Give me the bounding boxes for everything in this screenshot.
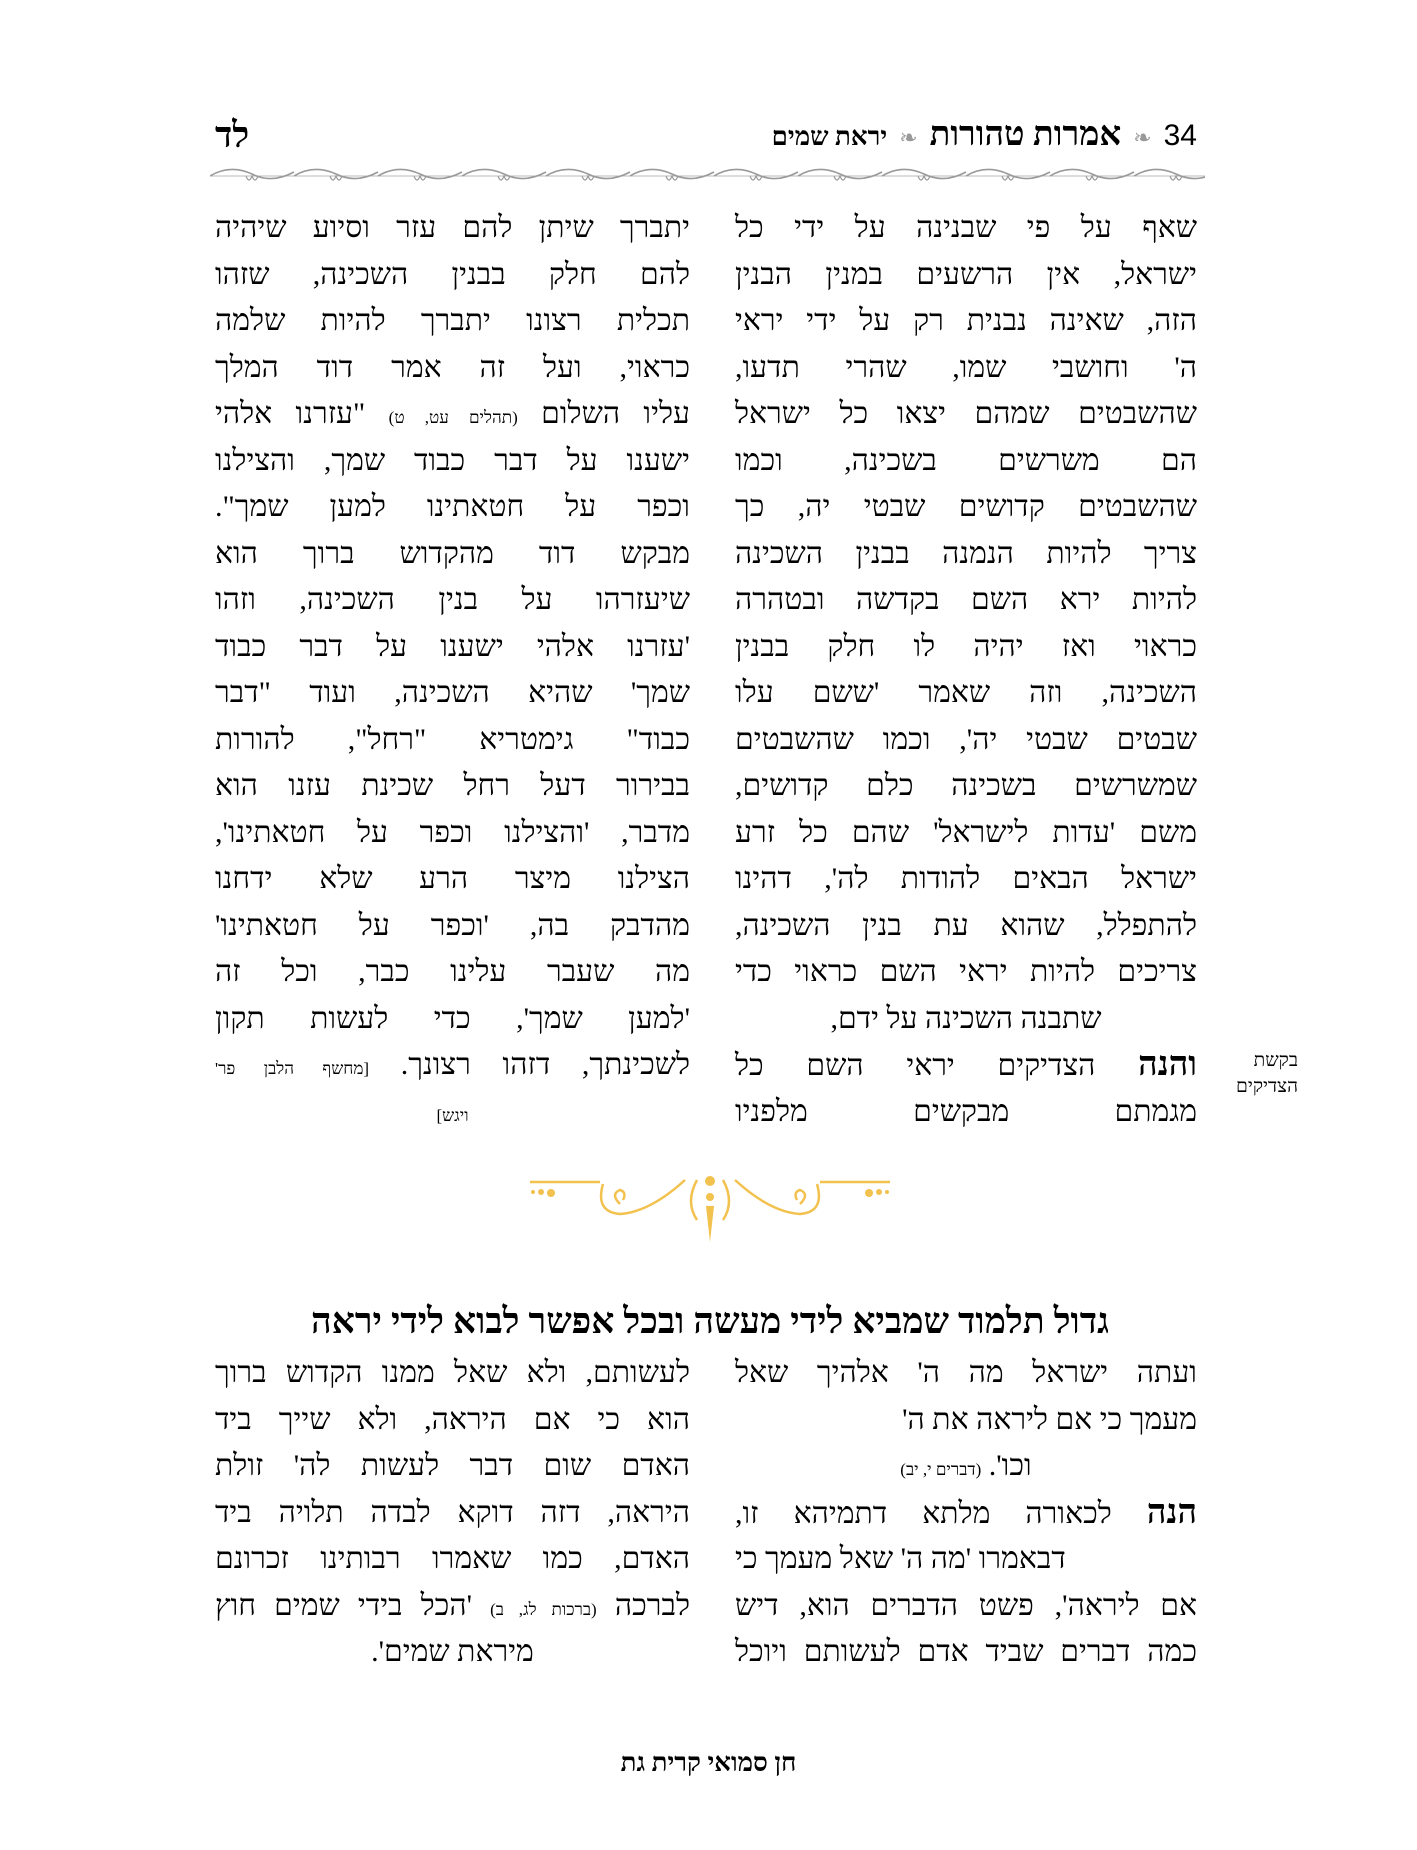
- text-segment: לעשותם, ולא שאל ממנו הקדוש ברוך: [215, 1356, 690, 1389]
- text-line: [215, 1536, 690, 1583]
- text-line: [735, 252, 1197, 299]
- text-segment: צריכים להיות יראי השם כראוי כדי: [735, 955, 1197, 988]
- text-line: [215, 949, 690, 996]
- text-segment: אם ליראה', פשט הדברים הוא, דיש: [735, 1588, 1197, 1622]
- text-segment: כראוי ואז יהיה לו חלק בבנין: [735, 629, 1197, 663]
- source-reference: (דברים י, יב): [900, 1460, 982, 1479]
- text-line: [215, 1490, 690, 1537]
- text-line: [735, 1089, 1197, 1136]
- text-segment: מיראת שמים'.: [371, 1635, 534, 1668]
- lead-word: והנה: [1138, 1046, 1197, 1083]
- section-title: גדול תלמוד שמביא לידי מעשה ובכל אפשר לבוא לידי יראה: [311, 1301, 1109, 1341]
- text-segment: ישראל הבאים להודות לה', דהינו: [735, 862, 1197, 895]
- text-segment: הצדיקים יראי השם כל: [735, 1049, 1139, 1082]
- text-line: [735, 903, 1197, 950]
- text-line: [735, 717, 1197, 764]
- text-segment: ישענו על דבר כבוד שמך, והצילנו: [215, 443, 690, 477]
- page-number: 34: [1163, 119, 1197, 152]
- text-line: [215, 717, 690, 764]
- text-line: [735, 484, 1197, 531]
- gold-ornament-divider: [525, 1172, 895, 1244]
- text-line: [735, 856, 1197, 903]
- source-reference: ויגש]: [436, 1105, 469, 1125]
- text-line: [215, 624, 690, 671]
- text-line: [735, 577, 1197, 624]
- text-segment: שמשרשים בשכינה כלם קדושים,: [735, 769, 1197, 802]
- top-left-column: [215, 205, 690, 1135]
- text-segment: לכאורה מלתא דתמיהא זו,: [735, 1496, 1147, 1530]
- source-reference: (ברכות לג, ב): [490, 1599, 597, 1619]
- text-line: [735, 298, 1197, 345]
- margin-note-line: הצדיקים: [1235, 1076, 1298, 1097]
- text-segment: הוא כי אם היראה, ולא שייך ביד: [215, 1402, 690, 1436]
- text-segment: 'הכל בידי שמים חוץ: [215, 1588, 491, 1622]
- text-line: [735, 205, 1197, 252]
- text-segment: שיעזרהו על בנין השכינה, וזהו: [215, 583, 690, 616]
- text-segment: 'עזרנו אלהי ישענו על דבר כבוד: [215, 629, 690, 663]
- text-line: [215, 298, 690, 345]
- text-line: [215, 810, 690, 857]
- fleuron-icon: ❧: [899, 125, 918, 150]
- text-segment: שבטים שבטי יה', וכמו שהשבטים: [735, 722, 1197, 756]
- chapter-title: יראת שמים: [771, 122, 888, 151]
- text-segment: מדבר, 'והצילנו וכפר על חטאתינו',: [215, 815, 690, 849]
- text-segment: וכו'.: [981, 1449, 1032, 1482]
- text-segment: מהדבק בה, 'וכפר על חטאתינו': [215, 908, 690, 942]
- text-line: [735, 345, 1197, 392]
- text-segment: שהשבטים שמהם יצאו כל ישראל: [735, 397, 1197, 430]
- text-segment: להיות ירא השם בקדשה ובטהרה: [735, 583, 1197, 616]
- text-segment: יתברך שיתן להם עזר וסיוע שיהיה: [215, 211, 690, 244]
- text-segment: מה שעבר עלינו כבר, וכל זה: [215, 955, 690, 988]
- fleuron-icon: ❧: [1133, 125, 1152, 150]
- text-segment: שאף על פי שבנינה על ידי כל: [735, 211, 1197, 244]
- margin-note-line: בקשת: [1253, 1050, 1298, 1071]
- top-right-column: [735, 205, 1197, 1135]
- text-line: [215, 856, 690, 903]
- text-segment: משם 'עדות לישראל' שהם כל זרע: [735, 815, 1197, 849]
- text-segment: מבקש דוד מהקדוש ברוך הוא: [215, 536, 690, 570]
- text-line: [215, 1042, 690, 1089]
- text-segment: השכינה, וזה שאמר 'ששם עלו: [735, 676, 1197, 709]
- text-segment: הצילנו מיצר הרע שלא ידחנו: [215, 862, 690, 895]
- text-line: [215, 1583, 690, 1630]
- text-segment: ועתה ישראל מה ה' אלהיך שאל: [735, 1356, 1197, 1389]
- text-segment: מגמתם מבקשים מלפניו: [735, 1094, 1197, 1128]
- text-line: [215, 484, 690, 531]
- text-line: [215, 1629, 690, 1676]
- text-line: [735, 810, 1197, 857]
- text-segment: שהשבטים קדושים שבטי יה, כך: [735, 490, 1197, 523]
- text-line: [215, 205, 690, 252]
- bottom-left-column: [215, 1350, 690, 1676]
- header-ornament-divider: [210, 162, 1205, 186]
- footer-credit: חן סמואי קרית גת: [620, 1748, 797, 1777]
- text-line: [215, 345, 690, 392]
- text-segment: הזה, שאינה נבנית רק על ידי יראי: [735, 304, 1197, 337]
- text-line: [735, 1350, 1197, 1397]
- text-line: [215, 1089, 690, 1136]
- text-line: [735, 1042, 1197, 1089]
- text-segment: וכפר על חטאתינו למען שמך".: [215, 490, 690, 523]
- text-line: [215, 391, 690, 438]
- text-line: [735, 624, 1197, 671]
- text-segment: מעמך כי אם ליראה את ה': [902, 1402, 1197, 1436]
- lead-word: הנה: [1146, 1493, 1197, 1531]
- text-line: [215, 670, 690, 717]
- text-line: [735, 949, 1197, 996]
- text-segment: כבוד" גימטריא "רחל", להורות: [215, 722, 690, 756]
- text-segment: האדם, כמו שאמרו רבותינו זכרונם: [215, 1542, 690, 1575]
- text-segment: להם חלק בבנין השכינה, שזהו: [215, 257, 690, 291]
- text-segment: "עזרנו אלהי: [215, 397, 389, 430]
- text-segment: כראוי, ועל זה אמר דוד המלך: [215, 350, 690, 384]
- source-reference: (תהלים עט, ט): [388, 408, 518, 427]
- bottom-right-column: [735, 1350, 1197, 1676]
- text-line: [735, 1443, 1197, 1490]
- text-segment: בבירור דעל רחל שכינת עזנו הוא: [215, 769, 690, 802]
- text-segment: שמך' שהיא השכינה, ועוד "דבר: [215, 676, 690, 709]
- text-line: [735, 763, 1197, 810]
- text-line: [215, 1443, 690, 1490]
- text-line: [735, 996, 1197, 1043]
- text-line: [215, 531, 690, 578]
- text-segment: לשכינתך, דזהו רצונך.: [369, 1048, 691, 1081]
- text-segment: דבאמרו 'מה ה' שאל מעמך כי: [735, 1542, 1066, 1575]
- text-segment: האדם שום דבר לעשות לה' זולת: [215, 1449, 690, 1482]
- text-segment: תכלית רצונו יתברך להיות שלמה: [215, 304, 690, 337]
- text-line: [735, 1583, 1197, 1630]
- text-line: [215, 438, 690, 485]
- text-segment: להתפלל, שהוא עת בנין השכינה,: [735, 908, 1197, 942]
- text-segment: ה' וחושבי שמו, שהרי תדעו,: [735, 350, 1197, 384]
- running-header: [772, 116, 1197, 160]
- text-line: [215, 1397, 690, 1444]
- text-segment: כמה דברים שביד אדם לעשותם ויוכל: [735, 1635, 1197, 1668]
- text-line: [215, 577, 690, 624]
- text-segment: עליו השלום: [517, 397, 690, 430]
- text-line: [735, 1536, 1197, 1583]
- book-title: אמרות טהורות: [929, 116, 1122, 153]
- text-segment: ישראל, אין הרשעים במנין הבנין: [735, 257, 1197, 291]
- text-segment: לברכה: [596, 1588, 690, 1622]
- text-line: [215, 1350, 690, 1397]
- text-line: [215, 903, 690, 950]
- hebrew-page-number: לד: [215, 115, 250, 155]
- text-line: [215, 252, 690, 299]
- text-line: [735, 391, 1197, 438]
- text-line: [735, 670, 1197, 717]
- text-segment: היראה, דזה דוקא לבדה תלויה ביד: [215, 1495, 690, 1529]
- margin-note: [1218, 1048, 1298, 1100]
- text-line: [735, 1629, 1197, 1676]
- text-segment: 'למען שמך', כדי לעשות תקון: [215, 1001, 690, 1035]
- source-reference: [מחשף הלבן פר': [215, 1059, 370, 1078]
- text-line: [215, 763, 690, 810]
- text-segment: הם משרשים בשכינה, וכמו: [735, 443, 1197, 477]
- text-line: [215, 996, 690, 1043]
- text-line: [735, 531, 1197, 578]
- text-line: [735, 438, 1197, 485]
- text-segment: שתבנה השכינה על ידם,: [830, 1001, 1102, 1035]
- text-segment: צריך להיות הנמנה בבנין השכינה: [735, 536, 1197, 570]
- text-line: [735, 1397, 1197, 1444]
- text-line: [735, 1490, 1197, 1537]
